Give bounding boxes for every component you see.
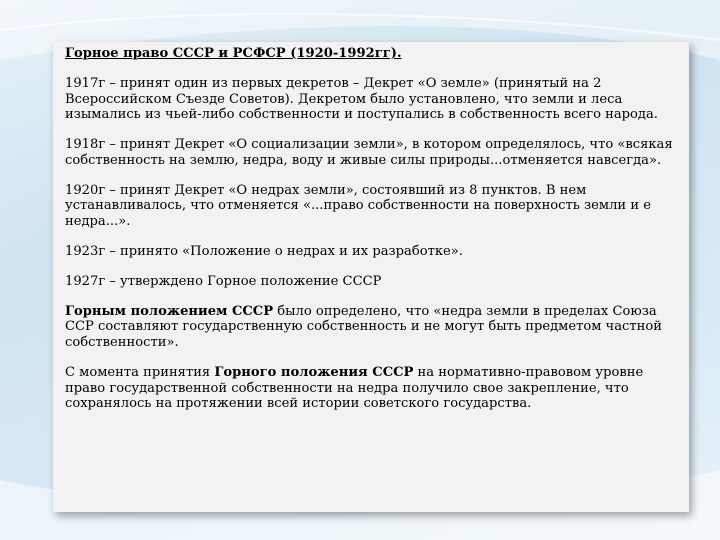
paragraph-1918: 1918г – принят Декрет «О социализации земли», в котором определялось, что «всякая собственность на землю, недра, воду и живые силы природы...отменяется навсегда». bbox=[65, 137, 673, 168]
conclusion-start: С момента принятия bbox=[65, 365, 215, 381]
mining-regulation-bold: Горным положением СССР bbox=[65, 303, 274, 319]
slide-title: Горное право СССР и РСФСР (1920-1992гг). bbox=[65, 46, 402, 61]
paragraph-mining-regulation bbox=[65, 304, 683, 351]
conclusion-bold: Горного положения СССР bbox=[214, 365, 414, 381]
paragraph-1917: 1917г – принят один из первых декретов – Декрет «О земле» (принятый на 2 Всероссийском Съезде Советов). Декретом было установлено, что земли и леса изымались из чьей-либо собственности и поступались в собственность всего народа. bbox=[65, 75, 658, 123]
paragraph-1927: 1927г – утверждено Горное положение СССР bbox=[65, 273, 382, 289]
paragraph-1923: 1923г – принято «Положение о недрах и их разработке». bbox=[65, 243, 463, 259]
mining-regulation-text: было определено, что «недра земли в пределах Союза ССР составляют государственную собственность и не могут быть предметом частной собственности». bbox=[65, 303, 662, 351]
paragraph-1920: 1920г – принят Декрет «О недрах земли», состоявший из 8 пунктов. В нем устанавливалось, что отменяется «...право собственности на поверхность земли и е недра...». bbox=[65, 182, 651, 229]
paragraph-conclusion bbox=[65, 365, 683, 412]
conclusion-text: на нормативно-правовом уровне право государственной собственности на недра получило свое закрепление, что сохранялось на протяжении всей истории советского государства. bbox=[65, 365, 644, 412]
slide-content bbox=[65, 46, 683, 426]
